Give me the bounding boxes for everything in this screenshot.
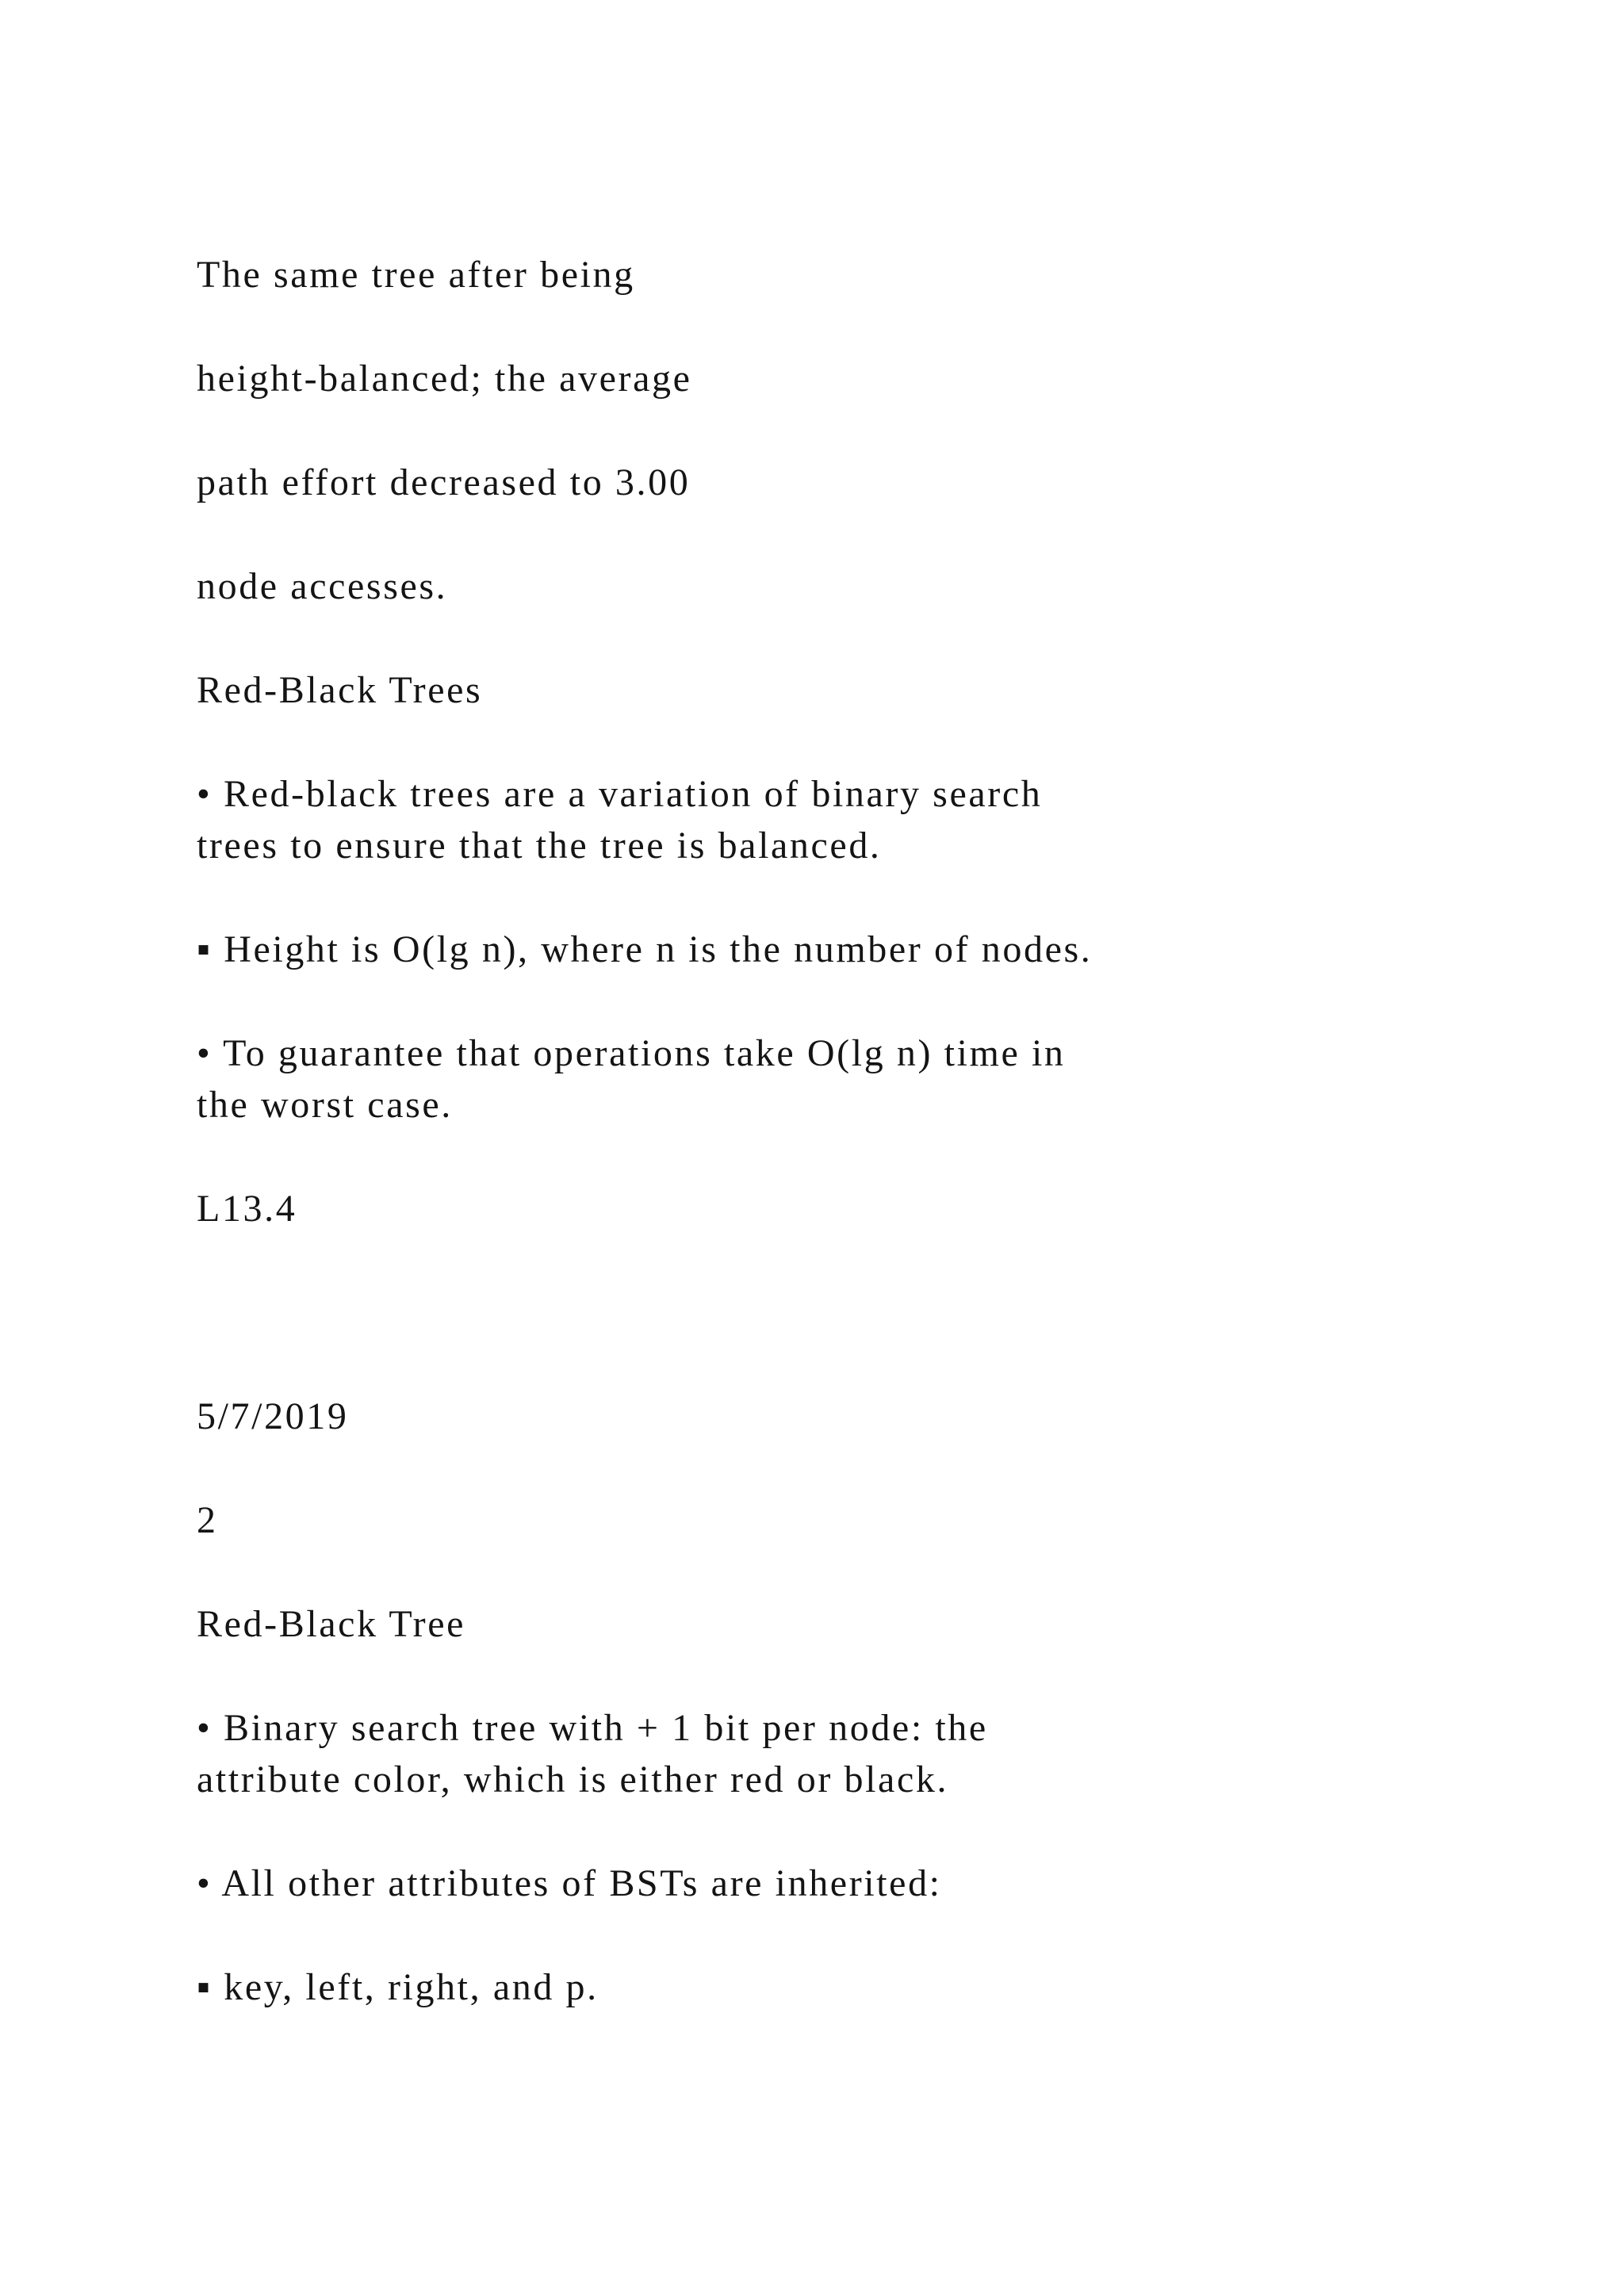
bullet-guarantee-line-1: • To guarantee that operations take O(lg n) time in <box>197 1032 1066 1074</box>
sub-bullet-key-left-right-p: ▪ key, left, right, and p. <box>197 1966 599 2008</box>
caption-line-4: node accesses. <box>197 565 448 607</box>
page-number: 2 <box>197 1499 218 1541</box>
bullet-inherited-attributes: • All other attributes of BSTs are inherited: <box>197 1862 942 1904</box>
bullet-variation-line-2: trees to ensure that the tree is balanced. <box>197 825 882 867</box>
bullet-variation-line-1: • Red-black trees are a variation of binary search <box>197 773 1043 815</box>
section-heading-red-black-trees: Red-Black Trees <box>197 669 483 711</box>
section-heading-red-black-tree: Red-Black Tree <box>197 1603 466 1645</box>
slide-label: L13.4 <box>197 1188 297 1230</box>
bullet-binary-search-line-1: • Binary search tree with + 1 bit per node: the <box>197 1707 988 1749</box>
caption-line-2: height-balanced; the average <box>197 358 692 400</box>
sub-bullet-height: ▪ Height is O(lg n), where n is the number of nodes. <box>197 928 1093 970</box>
bullet-binary-search-line-2: attribute color, which is either red or black. <box>197 1758 949 1800</box>
caption-line-3: path effort decreased to 3.00 <box>197 461 691 503</box>
caption-line-1: The same tree after being <box>197 254 635 296</box>
bullet-guarantee-line-2: the worst case. <box>197 1084 453 1126</box>
date: 5/7/2019 <box>197 1395 349 1437</box>
